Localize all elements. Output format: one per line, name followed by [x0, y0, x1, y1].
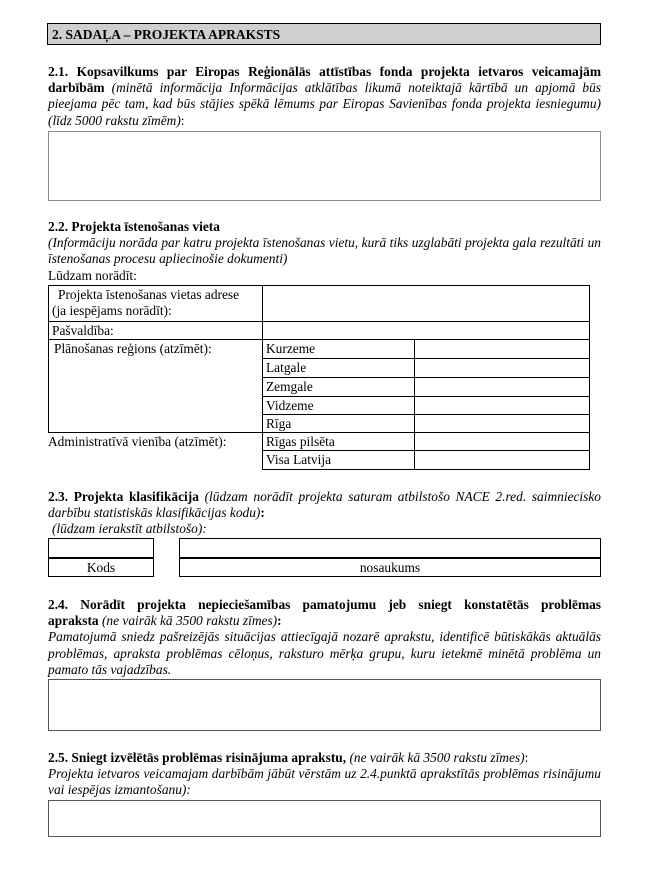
- section-2-2-text: [48, 219, 601, 284]
- region-riga-label: Rīga: [266, 416, 292, 431]
- region-label-cell: [48, 339, 263, 433]
- admin-label-cell: [48, 432, 263, 470]
- solution-input[interactable]: [48, 800, 601, 837]
- region-vidzeme-label: Vidzeme: [266, 398, 314, 413]
- section-2-1-number: 2.1.: [48, 64, 69, 79]
- code-input[interactable]: [48, 538, 154, 558]
- section-2-4-colon: :: [277, 613, 282, 629]
- region-latgale-label: Latgale: [266, 360, 307, 375]
- section-header-title: 2. SADAĻA – PROJEKTA APRAKSTS: [52, 27, 281, 42]
- admin-all-latvia-checkbox[interactable]: [414, 450, 590, 470]
- section-2-3-title: 2.3. Projekta klasifikācija: [48, 489, 199, 504]
- section-2-2-title: 2.2. Projekta īstenošanas vieta: [48, 219, 220, 234]
- admin-riga-city-checkbox[interactable]: [414, 432, 590, 451]
- section-2-3-note: (lūdzam norādīt projekta saturam atbilstošo NACE 2.red. saimniecisko darbību statistiskās klasifikācijas kodu): [48, 489, 601, 521]
- section-2-1-colon: :: [180, 112, 185, 128]
- admin-label: Administratīvā vienība (atzīmēt):: [48, 434, 227, 449]
- name-input[interactable]: [179, 538, 601, 558]
- name-label: nosaukums: [359, 560, 421, 575]
- section-2-5-text: [48, 750, 601, 799]
- admin-riga-city-label: Rīgas pilsēta: [266, 434, 335, 449]
- region-latgale-checkbox[interactable]: [414, 358, 590, 378]
- section-2-1-note: (minētā informācija Informācijas atklātības likumā noteiktajā kārtībā un apjomā būs pieejama pēc tam, kad būs stājies spēkā lēmums par Eiropas Savienības fonda projekta iesniegumu) (līdz 5000 rakstu zīmēm): [48, 80, 601, 128]
- code-label: Kods: [86, 560, 116, 575]
- section-2-3-colon: :: [260, 505, 265, 521]
- region-riga-checkbox[interactable]: [414, 414, 590, 433]
- municipality-label: Pašvaldība:: [52, 323, 114, 338]
- municipality-label-cell: [48, 321, 263, 340]
- section-2-1-title: Kopsavilkums par Eiropas Reģionālās attīstības fonda projekta ietvaros veicamajām darbībām: [48, 64, 601, 96]
- address-input[interactable]: [262, 285, 590, 322]
- region-latgale-label-cell: [262, 358, 415, 378]
- section-2-5-colon: :: [524, 750, 529, 765]
- section-2-5-note: Projekta ietvaros veicamajam darbībām jābūt vērstām uz 2.4.punktā aprakstītās problēmas risinājumu vai iespējas izmantošanu):: [48, 766, 601, 798]
- section-2-4-title-word: apraksta: [48, 613, 99, 629]
- address-label-line-1: Projekta īstenošanas vietas adrese: [58, 287, 240, 302]
- region-zemgale-label: Zemgale: [266, 379, 313, 394]
- summary-input[interactable]: [48, 131, 601, 201]
- section-2-4-note: Pamatojumā sniedz pašreizējās situācijas attiecīgajā nozarē aprakstu, identificē būtiskākās aktuālās problēmas, apraksta problēmas cēloņus, raksturo mērķa grupu, kuru ietekmē minētā problēma un pamato tās vajadzības.: [48, 629, 601, 677]
- section-2-2-request: Lūdzam norādīt:: [48, 267, 137, 283]
- region-vidzeme-checkbox[interactable]: [414, 396, 590, 415]
- name-label-cell: [179, 558, 601, 577]
- region-kurzeme-label-cell: [262, 339, 415, 359]
- admin-riga-city-label-cell: [262, 432, 415, 451]
- admin-all-latvia-label-cell: [262, 450, 415, 470]
- address-label-line-2: (ja iespējams norādīt):: [52, 303, 172, 318]
- region-zemgale-checkbox[interactable]: [414, 377, 590, 397]
- admin-all-latvia-label: Visa Latvija: [266, 452, 332, 467]
- section-2-5-limit: (ne vairāk kā 3500 rakstu zīmes): [349, 750, 525, 765]
- code-label-cell: [48, 558, 154, 577]
- region-vidzeme-label-cell: [262, 396, 415, 415]
- section-2-2-note: (Informāciju norāda par katru projekta īstenošanas vietu, kurā tiks uzglabāti projekta gala rezultāti un īstenošanas procesu apliecinošie dokumenti): [48, 235, 601, 267]
- section-2-3-text: [48, 489, 601, 538]
- region-label: Plānošanas reģions (atzīmēt):: [54, 341, 212, 356]
- section-header: [47, 23, 601, 45]
- municipality-input[interactable]: [262, 321, 590, 340]
- section-2-4-limit: (ne vairāk kā 3500 rakstu zīmes): [101, 613, 278, 629]
- section-2-4-text: 2.4. Norādīt projekta nepieciešamības pamatojumu jeb sniegt konstatētās problēmas apraksta (ne vairāk kā 3500 rakstu zīmes): Pamatojumā sniedz pašreizējās situācijas attiecīgajā nozarē aprakstu, identificē būtiskākās aktuālās problēmas, apraksta problēmas cēloņus, raksturo mērķa grupu, kuru ietekmē minētā problēma un pamato tās vajadzības.: [48, 597, 601, 677]
- region-zemgale-label-cell: [262, 377, 415, 397]
- section-2-1-text: [48, 64, 601, 129]
- justification-input[interactable]: [48, 679, 601, 731]
- section-2-5-title: 2.5. Sniegt izvēlētās problēmas risinājuma aprakstu,: [48, 750, 347, 765]
- region-kurzeme-checkbox[interactable]: [414, 339, 590, 359]
- region-riga-label-cell: [262, 414, 415, 433]
- address-label-cell: [48, 285, 263, 322]
- region-kurzeme-label: Kurzeme: [266, 341, 316, 356]
- section-2-3-sub-note: (lūdzam ierakstīt atbilstošo):: [52, 521, 207, 537]
